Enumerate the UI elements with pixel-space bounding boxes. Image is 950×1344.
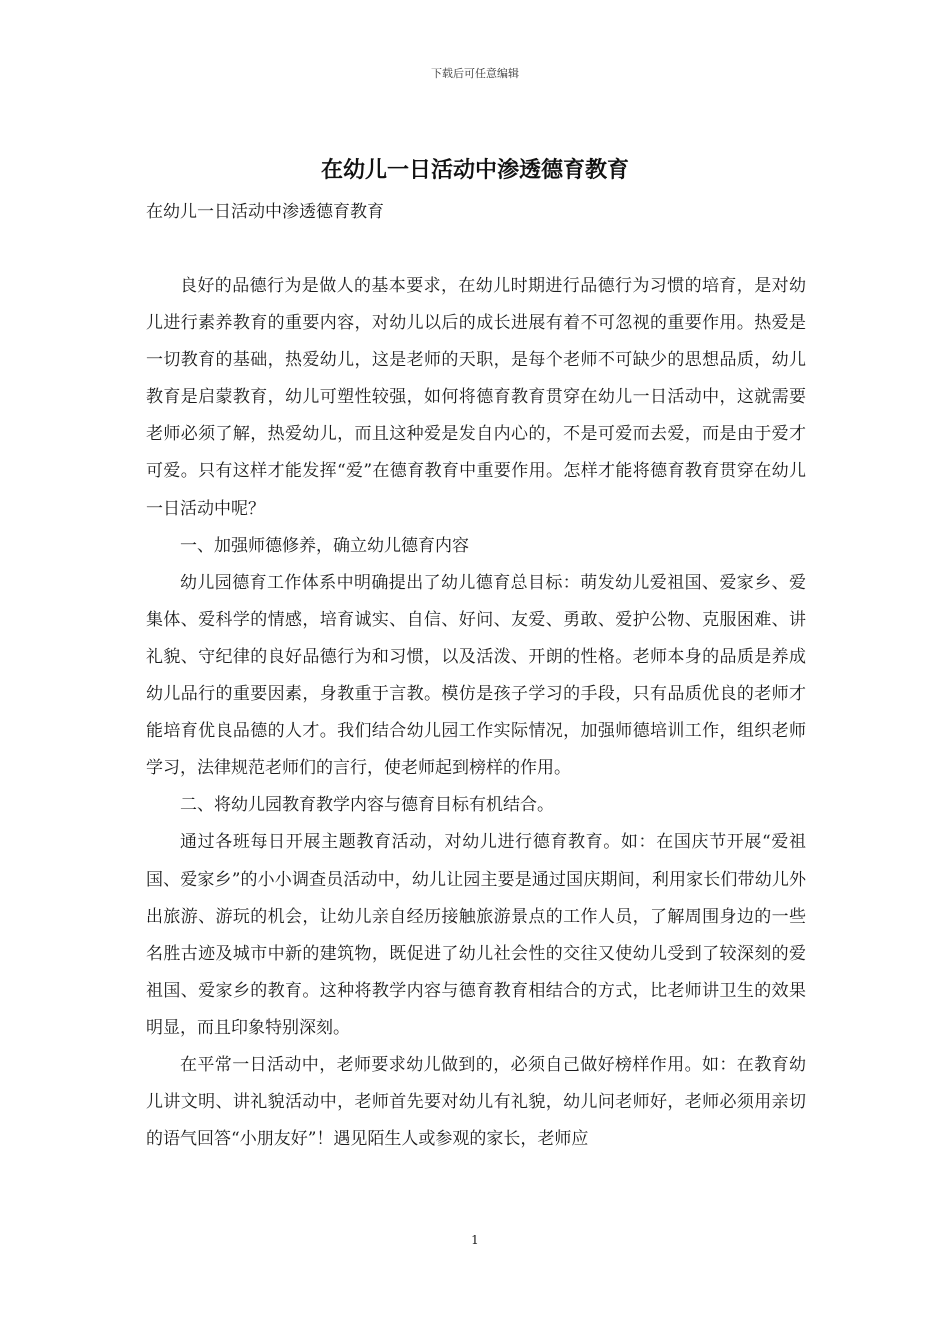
paragraph-intro: 良好的品德行为是做人的基本要求，在幼儿时期进行品德行为习惯的培育，是对幼儿进行素养教育的重要内容，对幼儿以后的成长进展有着不可忽视的重要作用。热爱是一切教育的基础，热爱幼儿，这是老师的天职，是每个老师不可缺少的思想品质，幼儿教育是启蒙教育，幼儿可塑性较强，如何将德育教育贯穿在幼儿一日活动中，这就需要老师必须了解，热爱幼儿，而且这种爱是发自内心的，不是可爱而去爱，而是由于爱才可爱。只有这样才能发挥“爱”在德育教育中重要作用。怎样才能将德育教育贯穿在幼儿一日活动中呢？ bbox=[146, 276, 806, 519]
page-number: 1 bbox=[471, 1233, 479, 1247]
document-title: 在幼儿一日活动中渗透德育教育 bbox=[320, 157, 629, 183]
section-heading-1: 一、加强师德修养，确立幼儿德育内容 bbox=[180, 535, 469, 556]
paragraph-section-2: 通过各班每日开展主题教育活动，对幼儿进行德育教育。如：在国庆节开展“爱祖国、爱家乡”的小小调查员活动中，幼儿让园主要是通过国庆期间，利用家长们带幼儿外出旅游、游玩的机会，让幼儿亲自经历接触旅游景点的工作人员，了解周围身边的一些名胜古迹及城市中新的建筑物，既促进了幼儿社会性的交往又使幼儿受到了较深刻的爱祖国、爱家乡的教育。这种将教学内容与德育教育相结合的方式，比老师讲卫生的效果明显，而且印象特别深刻。 bbox=[146, 832, 806, 1038]
document-body bbox=[146, 268, 806, 1158]
paragraph-daily-example: 在平常一日活动中，老师要求幼儿做到的，必须自己做好榜样作用。如：在教育幼儿讲文明、讲礼貌活动中，老师首先要对幼儿有礼貌，幼儿问老师好，老师必须用亲切的语气回答“小朋友好”！遇见陌生人或参观的家长，老师应 bbox=[146, 1054, 806, 1150]
section-heading-2: 二、将幼儿园教育教学内容与德育目标有机结合。 bbox=[180, 795, 554, 816]
page-header: 下载后可任意编辑 bbox=[431, 67, 519, 80]
paragraph-section-1: 幼儿园德育工作体系中明确提出了幼儿德育总目标：萌发幼儿爱祖国、爱家乡、爱集体、爱科学的情感，培育诚实、自信、好问、友爱、勇敢、爱护公物、克服困难、讲礼貌、守纪律的良好品德行为和习惯，以及活泼、开朗的性格。老师本身的品质是养成幼儿品行的重要因素，身教重于言教。模仿是孩子学习的手段，只有品质优良的老师才能培育优良品德的人才。我们结合幼儿园工作实际情况，加强师德培训工作，组织老师学习，法律规范老师们的言行，使老师起到榜样的作用。 bbox=[146, 572, 806, 779]
document-subtitle: 在幼儿一日活动中渗透德育教育 bbox=[146, 202, 384, 222]
